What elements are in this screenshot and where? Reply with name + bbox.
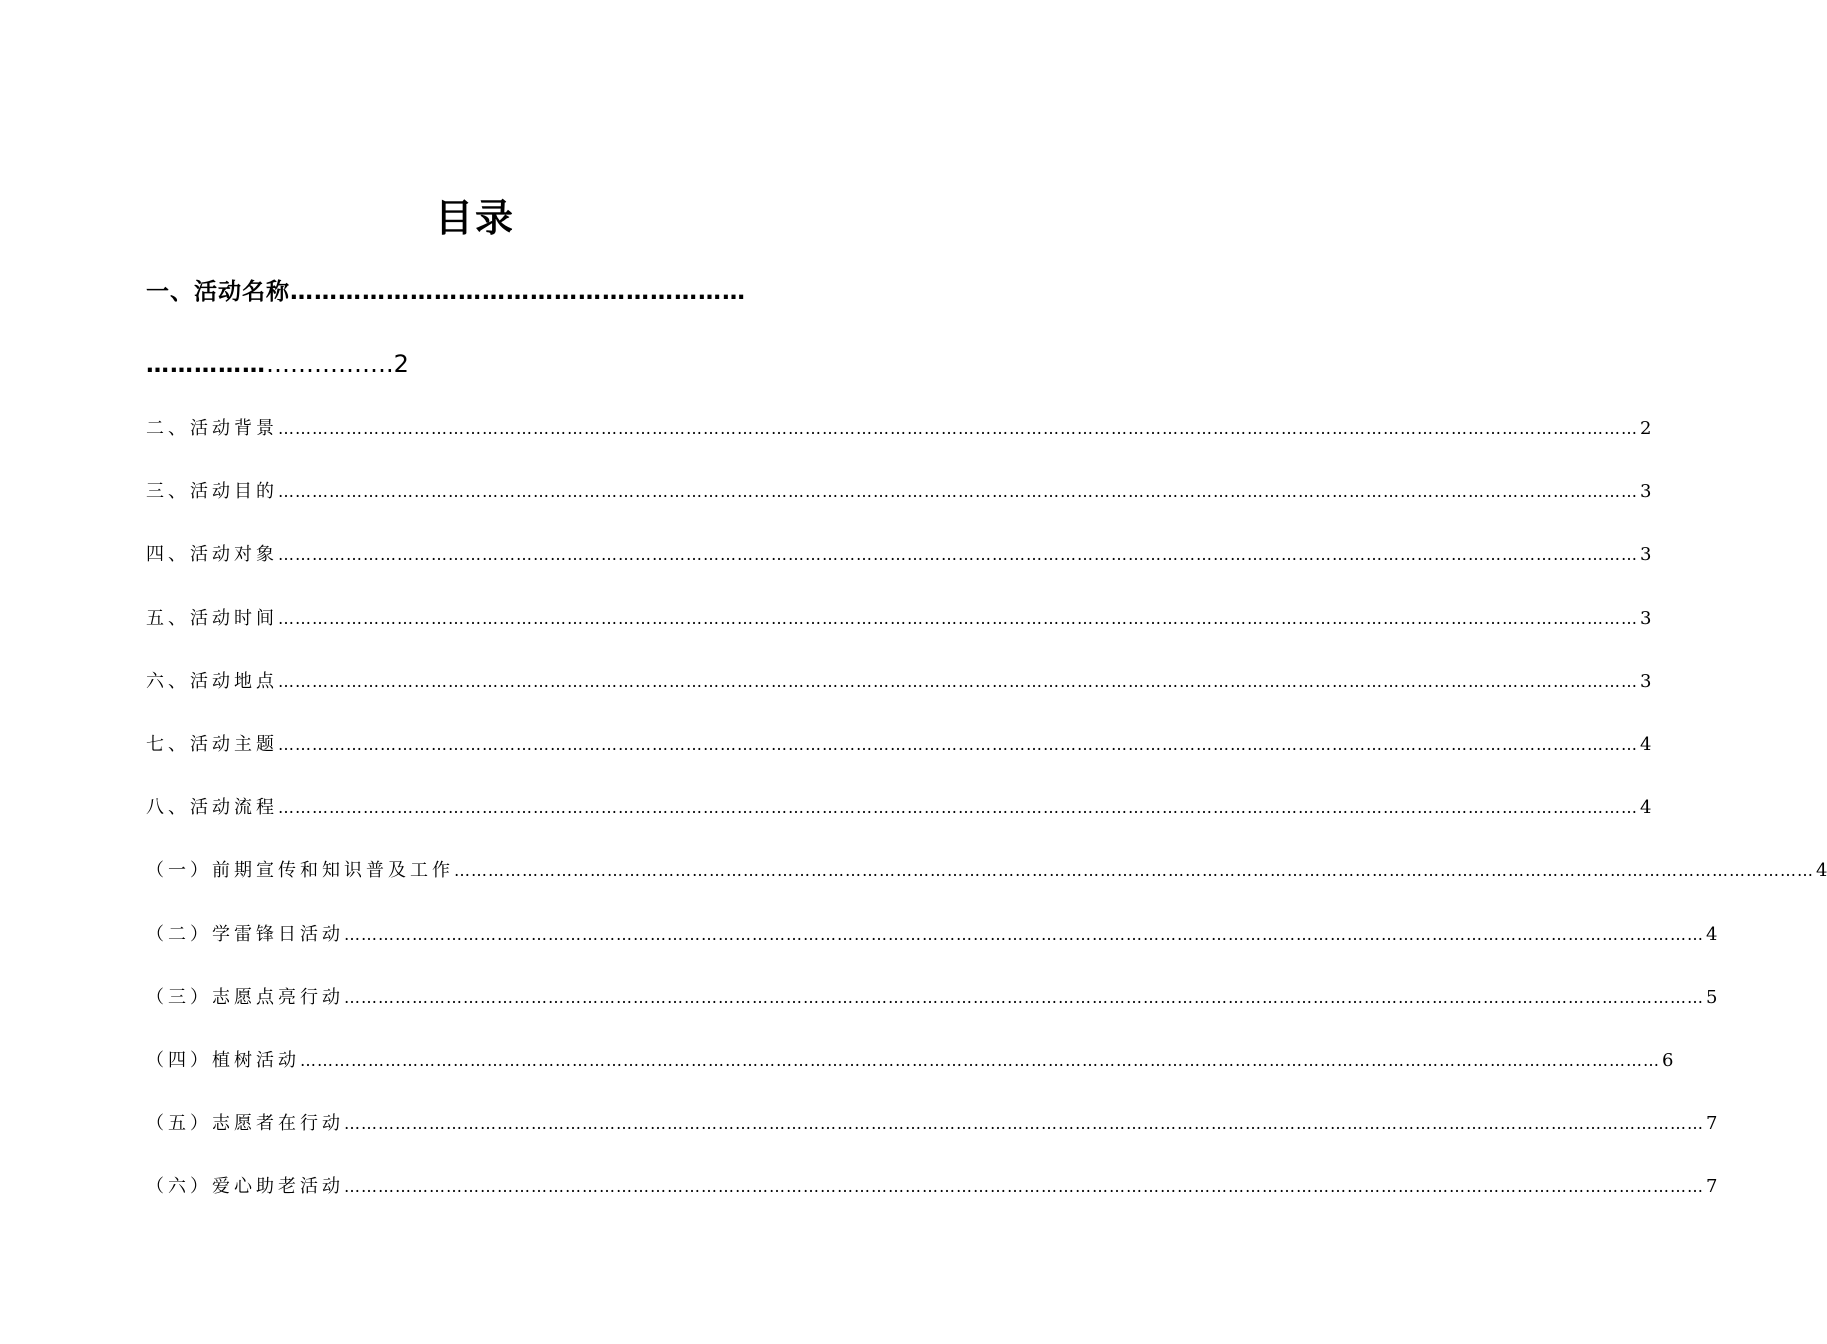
toc-entry-1-line-2[interactable] xyxy=(146,344,806,385)
toc-entry-page-number: 7 xyxy=(1706,1113,1718,1135)
toc-title: 目录 xyxy=(434,196,515,240)
toc-entry-label: 三、活动目的 xyxy=(146,481,278,503)
toc-entry-leader-dots: …………………………………………………………………………………………………………………………………………………………………………………………………………………… xyxy=(454,861,1814,881)
toc-entry-leader-dots: …………………………………………………………………………………………………………………………………………………………………………………………………………………… xyxy=(278,671,1638,691)
toc-entry-1-dots-tail: ……………. xyxy=(266,350,394,378)
toc-entry-label: 五、活动时间 xyxy=(146,607,278,629)
toc-entry-leader-dots: …………………………………………………………………………………………………………………………………………………………………………………………………………………… xyxy=(344,987,1704,1007)
toc-entry-leader-dots: …………………………………………………………………………………………………………………………………………………………………………………………………………………… xyxy=(278,419,1638,438)
toc-entry-page-number: 4 xyxy=(1816,860,1827,882)
toc-entry-leader-dots: …………………………………………………………………………………………………………………………………………………………………………………………………………………… xyxy=(278,798,1638,818)
toc-entry-1-dots: ………………………………………………… xyxy=(290,279,746,305)
toc-entry[interactable] xyxy=(146,668,1652,696)
toc-entry-page-number: 4 xyxy=(1706,923,1718,945)
toc-entry-page-number: 2 xyxy=(1640,418,1652,439)
toc-entry[interactable] xyxy=(146,1047,1674,1075)
toc-entry-1-page: 2 xyxy=(393,350,409,378)
toc-entry-page-number: 7 xyxy=(1706,1176,1718,1198)
toc-entry[interactable] xyxy=(146,478,1652,506)
toc-entry-1-line-1[interactable] xyxy=(146,272,806,312)
toc-entry-label: （三）志愿点亮行动 xyxy=(146,986,344,1008)
toc-entry-leader-dots: …………………………………………………………………………………………………………………………………………………………………………………………………………………… xyxy=(344,1114,1704,1134)
toc-entry-page-number: 3 xyxy=(1640,544,1652,566)
toc-entry-page-number: 3 xyxy=(1640,607,1652,629)
toc-entry-page-number: 4 xyxy=(1640,797,1652,819)
toc-entry-label: 六、活动地点 xyxy=(146,670,278,692)
toc-entry-page-number: 4 xyxy=(1640,734,1652,755)
toc-entry[interactable] xyxy=(146,415,1652,443)
toc-entry-page-number: 5 xyxy=(1706,986,1718,1008)
toc-entry-label: 二、活动背景 xyxy=(146,418,278,439)
toc-entry-label: （四）植树活动 xyxy=(146,1050,300,1071)
toc-entry-leader-dots: …………………………………………………………………………………………………………………………………………………………………………………………………………………… xyxy=(278,608,1638,628)
toc-entry[interactable] xyxy=(146,1173,1718,1201)
toc-entry-page-number: 3 xyxy=(1640,481,1652,503)
toc-entry-1-dots-continued: …………… xyxy=(146,352,266,378)
toc-entry[interactable] xyxy=(146,984,1718,1012)
toc-entry-label: （一）前期宣传和知识普及工作 xyxy=(146,860,454,882)
toc-entry-leader-dots: …………………………………………………………………………………………………………………………………………………………………………………………………………………… xyxy=(344,1177,1704,1197)
toc-entry[interactable] xyxy=(146,1110,1718,1138)
toc-entry-page-number: 6 xyxy=(1662,1050,1674,1071)
toc-entry-page-number: 3 xyxy=(1640,670,1652,692)
toc-entry[interactable] xyxy=(146,731,1652,759)
toc-entry-label: （五）志愿者在行动 xyxy=(146,1113,344,1135)
toc-entry-leader-dots: …………………………………………………………………………………………………………………………………………………………………………………………………………………… xyxy=(278,545,1638,565)
toc-entry[interactable] xyxy=(146,857,1827,885)
toc-entry[interactable] xyxy=(146,794,1652,822)
toc-entry-label: （二）学雷锋日活动 xyxy=(146,923,344,945)
toc-entry-label: 八、活动流程 xyxy=(146,797,278,819)
toc-entry[interactable] xyxy=(146,921,1718,949)
toc-entry-leader-dots: …………………………………………………………………………………………………………………………………………………………………………………………………………………… xyxy=(300,1051,1660,1070)
toc-entry-leader-dots: …………………………………………………………………………………………………………………………………………………………………………………………………………………… xyxy=(278,482,1638,502)
toc-entry-1-label: 一、活动名称 xyxy=(146,279,290,305)
toc-entry[interactable] xyxy=(146,541,1652,569)
toc-entry-leader-dots: …………………………………………………………………………………………………………………………………………………………………………………………………………………… xyxy=(344,924,1704,944)
toc-entry[interactable] xyxy=(146,605,1652,633)
toc-entry-leader-dots: …………………………………………………………………………………………………………………………………………………………………………………………………………………… xyxy=(278,735,1638,754)
toc-entry-label: 四、活动对象 xyxy=(146,544,278,566)
toc-entry-label: （六）爱心助老活动 xyxy=(146,1176,344,1198)
toc-entry-label: 七、活动主题 xyxy=(146,734,278,755)
